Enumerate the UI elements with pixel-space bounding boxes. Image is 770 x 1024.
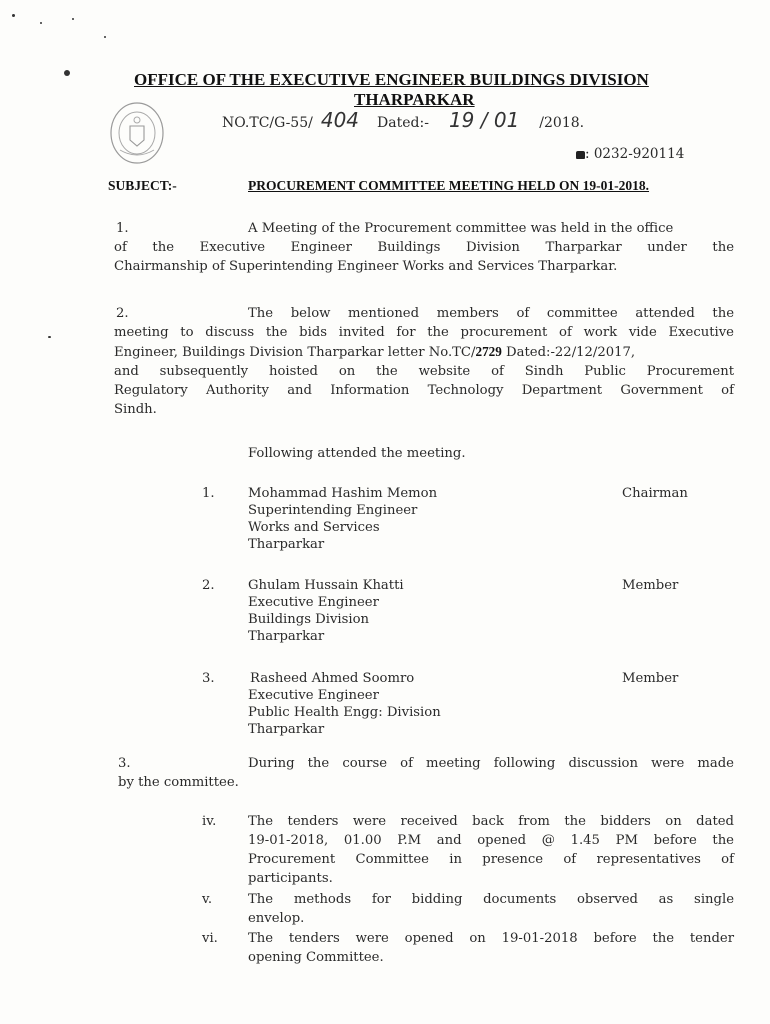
scan-speck — [48, 336, 51, 338]
telephone-icon — [576, 151, 585, 159]
discussion-number: vi. — [202, 931, 218, 946]
attended-intro: Following attended the meeting. — [248, 446, 466, 461]
member-designation: Executive Engineer — [248, 595, 379, 610]
member-role: Chairman — [622, 486, 688, 501]
discussion-number: iv. — [202, 814, 217, 829]
reference-number-prefix: NO.TC/G-55/ — [222, 115, 313, 131]
subject-label: SUBJECT:- — [108, 178, 177, 193]
subject-text: PROCUREMENT COMMITTEE MEETING HELD ON 19-01-2018. — [248, 178, 650, 193]
discussion-line: The tenders were opened on 19-01-2018 before the tender — [248, 931, 734, 946]
office-seal-emblem — [108, 100, 166, 166]
member-office: Works and Services — [248, 520, 380, 535]
member-number: 1. — [202, 486, 215, 501]
member-name: Mohammad Hashim Memon — [248, 486, 438, 501]
member-number: 3. — [202, 671, 215, 686]
para2-line — [114, 342, 734, 363]
member-location: Tharparkar — [248, 722, 325, 737]
date-handwritten: 19 / 01 — [448, 108, 520, 132]
para3-number: 3. — [118, 756, 131, 771]
para3-line: by the committee. — [118, 775, 239, 790]
para2-line-text: Engineer, Buildings Division Tharparkar letter No.TC/ — [114, 345, 476, 360]
scan-speck — [40, 22, 42, 24]
dated-label: Dated:- — [377, 115, 429, 131]
discussion-line: envelop. — [248, 911, 305, 926]
para2-line: meeting to discuss the bids invited for the procurement of work vide Executive — [114, 325, 734, 340]
para1-line: of the Executive Engineer Buildings Division Tharparkar under the — [114, 240, 734, 255]
discussion-line: 19-01-2018, 01.00 P.M and opened @ 1.45 PM before the — [248, 833, 734, 848]
para2-number: 2. — [116, 306, 129, 321]
scan-speck — [72, 18, 74, 20]
member-office: Buildings Division — [248, 612, 370, 627]
member-number: 2. — [202, 578, 215, 593]
office-heading-district: THARPARKAR — [354, 90, 475, 109]
member-office: Public Health Engg: Division — [248, 705, 441, 720]
para2-line: and subsequently hoisted on the website of Sindh Public Procurement — [114, 364, 734, 379]
phone-line — [576, 146, 684, 162]
discussion-line: Procurement Committee in presence of representatives of — [248, 852, 734, 867]
discussion-line: participants. — [248, 871, 333, 886]
office-heading: OFFICE OF THE EXECUTIVE ENGINEER BUILDINGS DIVISION — [134, 70, 649, 89]
para2-line: Sindh. — [114, 402, 157, 417]
discussion-line: The methods for bidding documents observed as single — [248, 892, 734, 907]
reference-number-handwritten: 404 — [320, 108, 360, 132]
member-location: Tharparkar — [248, 629, 325, 644]
member-location: Tharparkar — [248, 537, 325, 552]
para2-line: The below mentioned members of committee attended the — [248, 306, 734, 321]
para2-line-text: Dated:-22/12/2017, — [501, 345, 636, 360]
discussion-line: opening Committee. — [248, 950, 384, 965]
member-designation: Executive Engineer — [248, 688, 379, 703]
phone-number: : 0232-920114 — [585, 146, 685, 162]
para1-line: A Meeting of the Procurement committee was held in the office — [248, 221, 674, 236]
para2-line: Regulatory Authority and Information Technology Department Government of — [114, 383, 734, 398]
para1-line: Chairmanship of Superintending Engineer Works and Services Tharparkar. — [114, 259, 618, 274]
discussion-number: v. — [202, 892, 213, 907]
scan-speck — [104, 36, 106, 38]
para1-number: 1. — [116, 221, 129, 236]
member-role: Member — [622, 671, 679, 686]
reference-line — [222, 108, 584, 132]
member-name: Rasheed Ahmed Soomro — [250, 671, 415, 686]
letter-number: 2729 — [475, 344, 502, 359]
para3-line: During the course of meeting following discussion were made — [248, 756, 734, 771]
scan-speck — [12, 14, 15, 17]
member-name: Ghulam Hussain Khatti — [248, 578, 404, 593]
reference-year: /2018. — [539, 115, 585, 131]
member-role: Member — [622, 578, 679, 593]
member-designation: Superintending Engineer — [248, 503, 418, 518]
scan-speck — [64, 70, 70, 76]
discussion-line: The tenders were received back from the bidders on dated — [248, 814, 734, 829]
